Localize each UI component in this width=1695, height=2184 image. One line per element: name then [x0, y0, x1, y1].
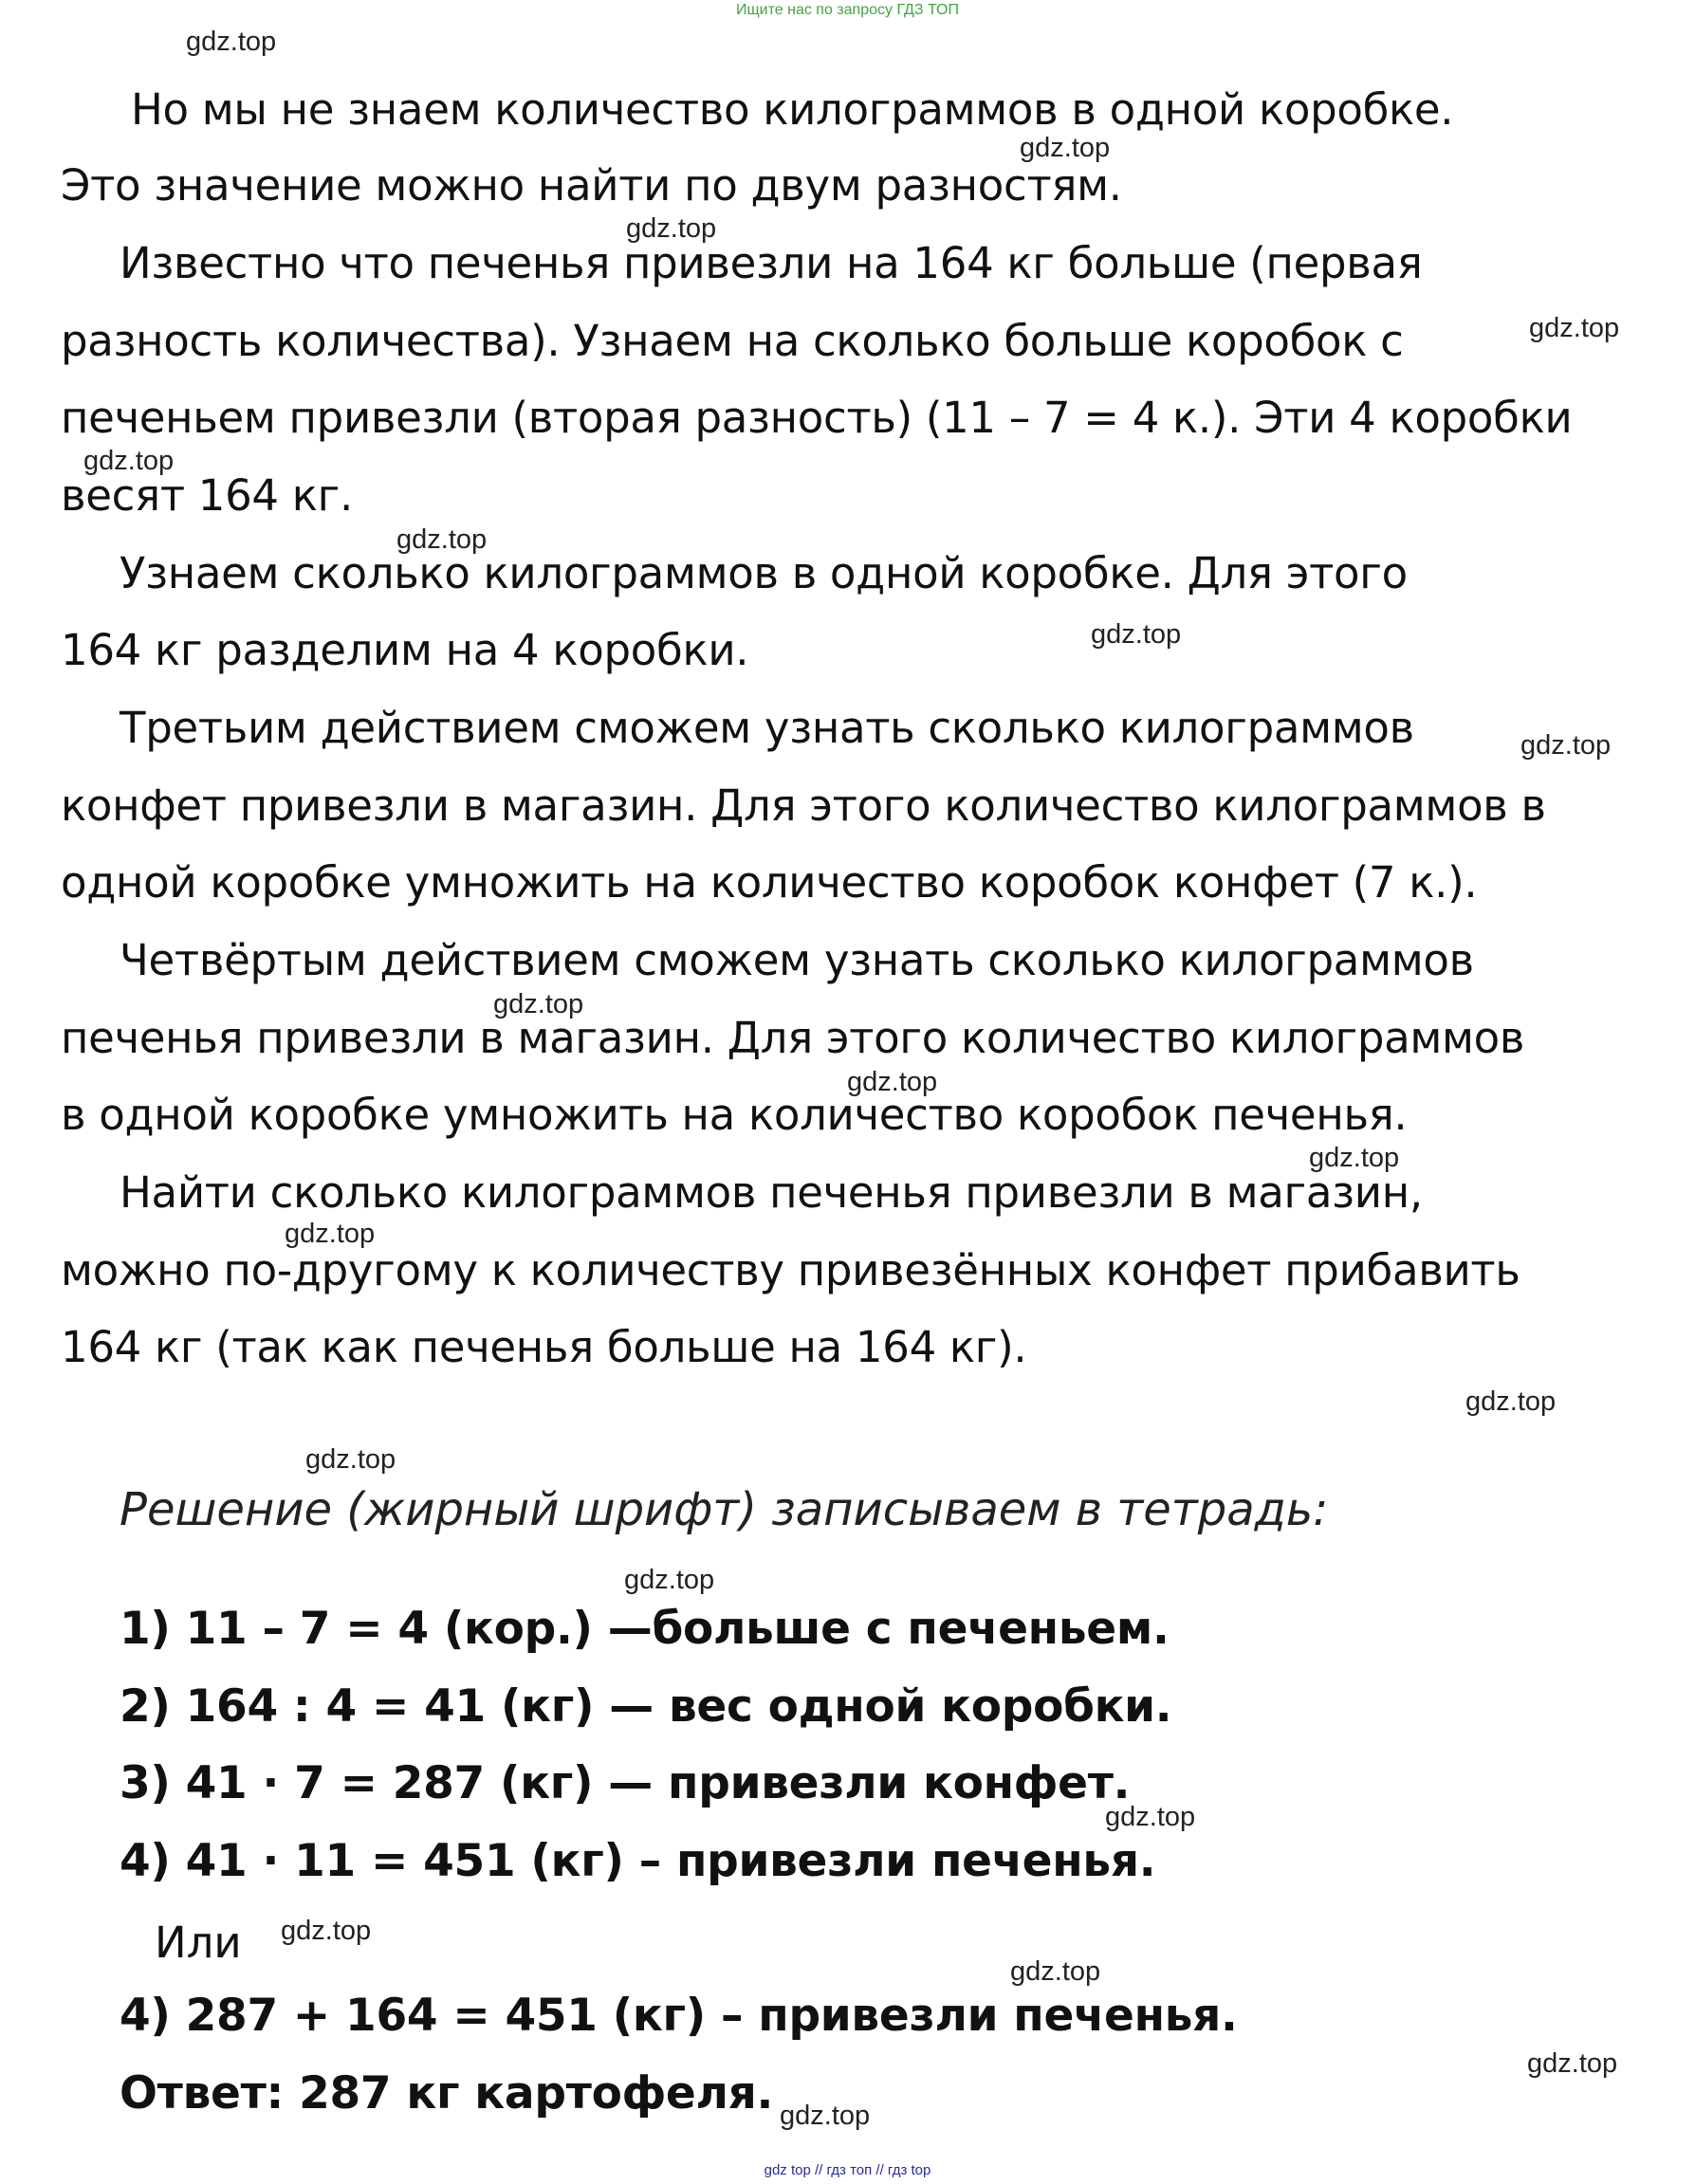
watermark: gdz.top	[493, 989, 584, 1019]
text-line: весят 164 кг.	[61, 470, 353, 521]
watermark: gdz.top	[396, 524, 488, 555]
footer: gdz top // гдз топ // гдз top	[764, 2162, 931, 2178]
solution-alt-step: 4) 287 + 164 = 451 (кг) – привезли печенья.	[120, 1990, 1238, 2042]
text-line: Третьим действием сможем узнать сколько килограммов	[120, 703, 1414, 753]
answer: Ответ: 287 кг картофеля.	[120, 2067, 774, 2120]
watermark: gdz.top	[1010, 1956, 1101, 1987]
watermark: gdz.top	[1465, 1386, 1557, 1417]
watermark: gdz.top	[281, 1916, 372, 1946]
text-line: разность количества). Узнаем на сколько больше коробок с	[61, 316, 1404, 366]
text-line: одной коробке умножить на количество коробок конфет (7 к.).	[61, 857, 1478, 908]
top-banner: Ищите нас по запросу ГДЗ ТОП	[736, 2, 959, 18]
watermark: gdz.top	[1527, 2048, 1618, 2079]
solution-step: 3) 41 · 7 = 287 (кг) — привезли конфет.	[120, 1757, 1131, 1809]
text-line: печенья привезли в магазин. Для этого количество килограммов	[61, 1013, 1525, 1063]
watermark: gdz.top	[1520, 730, 1612, 761]
text-line: в одной коробке умножить на количество коробок печенья.	[61, 1090, 1408, 1140]
watermark: gdz.top	[285, 1219, 376, 1249]
watermark: gdz.top	[624, 1565, 715, 1595]
solution-step: 4) 41 · 11 = 451 (кг) – привезли печенья.	[120, 1835, 1156, 1887]
watermark: gdz.top	[1091, 619, 1182, 650]
or-label: Или	[155, 1918, 242, 1968]
text-line: печеньем привезли (вторая разность) (11 – 7 = 4 к.). Эти 4 коробки	[61, 393, 1573, 443]
solution-step: 2) 164 : 4 = 41 (кг) — вес одной коробки.	[120, 1680, 1172, 1733]
watermark: gdz.top	[1309, 1143, 1400, 1173]
text-line: Но мы не знаем количество килограммов в одной коробке.	[131, 84, 1454, 135]
text-line: Узнаем сколько килограммов в одной коробке. Для этого	[120, 548, 1408, 598]
watermark: gdz.top	[1105, 1802, 1196, 1832]
watermark: gdz.top	[780, 2101, 871, 2131]
text-line: 164 кг (так как печенья больше на 164 кг).	[61, 1322, 1027, 1372]
watermark: gdz.top	[1529, 313, 1620, 343]
text-line: можно по-другому к количеству привезённых конфет прибавить	[61, 1245, 1520, 1295]
solution-heading: Решение (жирный шрифт) записываем в тетрадь:	[120, 1483, 1329, 1536]
text-line: 164 кг разделим на 4 коробки.	[61, 625, 749, 675]
watermark: gdz.top	[83, 446, 175, 476]
watermark: gdz.top	[626, 213, 717, 244]
text-line: Найти сколько килограммов печенья привезли в магазин,	[120, 1167, 1423, 1218]
watermark: gdz.top	[186, 27, 277, 57]
watermark: gdz.top	[1020, 133, 1111, 163]
text-line: конфет привезли в магазин. Для этого количество килограммов в	[61, 780, 1546, 831]
solution-step: 1) 11 – 7 = 4 (кор.) —больше с печеньем.	[120, 1603, 1170, 1655]
text-line: Четвёртым действием сможем узнать сколько килограммов	[120, 935, 1474, 985]
watermark: gdz.top	[305, 1444, 396, 1475]
text-line: Известно что печенья привезли на 164 кг больше (первая	[120, 238, 1423, 288]
watermark: gdz.top	[847, 1067, 938, 1097]
text-line: Это значение можно найти по двум разностям.	[61, 160, 1122, 211]
